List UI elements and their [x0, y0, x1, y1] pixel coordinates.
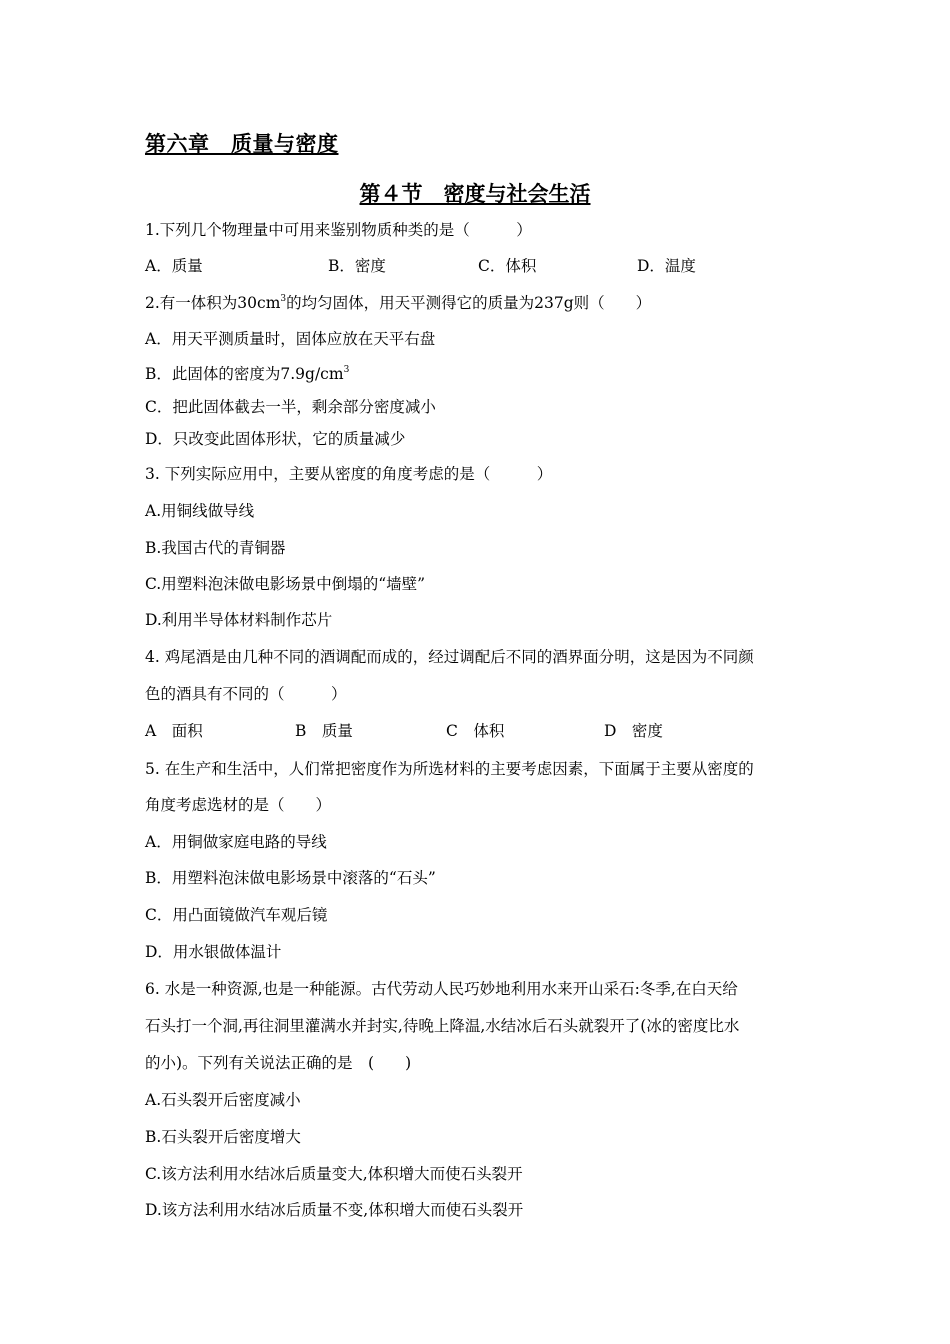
q2-stem-exponent: 3 [280, 294, 287, 304]
section-title: 第４节 密度与社会生活 [359, 182, 591, 206]
q1-options [0, 255, 950, 277]
q2-option-b-text: B．此固体的密度为7.9g/cm [145, 365, 344, 383]
q3-option-c: C.用塑料泡沫做电影场景中倒塌的“墙壁” [145, 575, 426, 593]
q4-option-b: B 质量 [295, 722, 353, 740]
q5-stem-line1: 5. 在生产和生活中，人们常把密度作为所选材料的主要考虑因素，下面属于主要从密度的 [145, 760, 754, 778]
q2-option-b [145, 363, 349, 385]
q6-stem-line3: 的小)。下列有关说法正确的是 ( ) [145, 1054, 412, 1072]
q6-option-d: D.该方法利用水结冰后质量不变,体积增大而使石头裂开 [145, 1201, 524, 1219]
chapter-title: 第六章 质量与密度 [145, 132, 339, 156]
q2-stem [145, 292, 651, 314]
q2-option-b-exponent: 3 [343, 365, 350, 375]
q5-option-c: C．用凸面镜做汽车观后镜 [145, 906, 328, 924]
q3-option-d: D.利用半导体材料制作芯片 [145, 611, 333, 629]
q2-option-a: A．用天平测质量时，固体应放在天平右盘 [145, 330, 436, 348]
q1-stem: 1.下列几个物理量中可用来鉴别物质种类的是（ ） [145, 221, 532, 239]
q1-option-b: B．密度 [328, 257, 386, 275]
q2-stem-part2: 的均匀固体，用天平测得它的质量为237g则（ ） [286, 294, 652, 312]
q6-option-a: A.石头裂开后密度减小 [145, 1091, 301, 1109]
q3-option-b: B.我国古代的青铜器 [145, 539, 286, 557]
q3-option-a: A.用铜线做导线 [145, 502, 255, 520]
q2-option-c: C．把此固体截去一半，剩余部分密度减小 [145, 398, 436, 416]
q6-option-b: B.石头裂开后密度增大 [145, 1128, 301, 1146]
q4-stem-line2: 色的酒具有不同的（ ） [145, 685, 347, 703]
q3-stem: 3. 下列实际应用中，主要从密度的角度考虑的是（ ） [145, 465, 553, 483]
q6-option-c: C.该方法利用水结冰后质量变大,体积增大而使石头裂开 [145, 1165, 523, 1183]
q2-option-d: D．只改变此固体形状，它的质量减少 [145, 430, 406, 448]
q1-option-d: D．温度 [637, 257, 696, 275]
q6-stem-line2: 石头打一个洞,再往洞里灌满水并封实,待晚上降温,水结冰后石头就裂开了(冰的密度比水 [145, 1017, 740, 1035]
q5-option-a: A．用铜做家庭电路的导线 [145, 833, 327, 851]
q4-options [0, 720, 950, 742]
q2-stem-part1: 2.有一体积为30cm [145, 294, 281, 312]
q4-option-d: D 密度 [604, 722, 663, 740]
q5-option-b: B．用塑料泡沫做电影场景中滚落的“石头” [145, 869, 436, 887]
q4-option-a: A 面积 [145, 722, 203, 740]
q1-option-a: A．质量 [145, 257, 203, 275]
q4-stem-line1: 4. 鸡尾酒是由几种不同的酒调配而成的，经过调配后不同的酒界面分明，这是因为不同颜 [145, 648, 754, 666]
q4-option-c: C 体积 [446, 722, 505, 740]
section-title-wrap [0, 178, 950, 208]
q1-option-c: C．体积 [478, 257, 537, 275]
q5-stem-line2: 角度考虑选材的是（ ） [145, 796, 332, 814]
q6-stem-line1: 6. 水是一种资源,也是一种能源。古代劳动人民巧妙地利用水来开山采石:冬季,在白天给 [145, 980, 738, 998]
q5-option-d: D．用水银做体温计 [145, 943, 282, 961]
